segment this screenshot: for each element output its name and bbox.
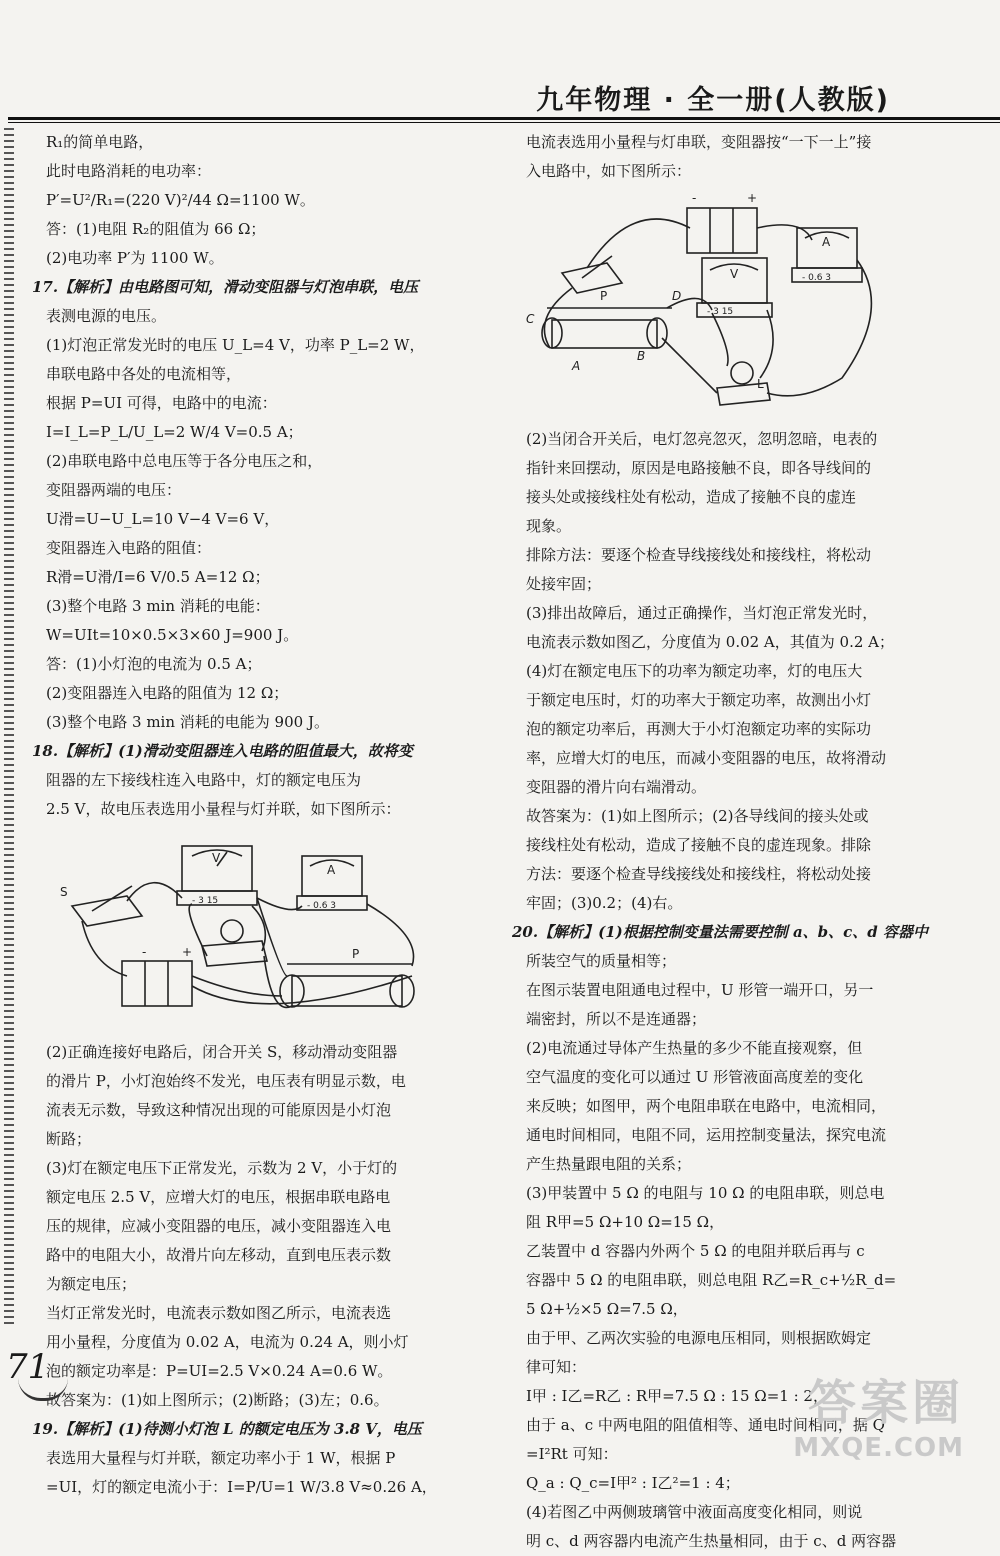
battery [122, 961, 192, 1006]
text-line: 故答案为：(1)如上图所示；(2)断路；(3)左；0.6。 [46, 1391, 389, 1409]
label-d: D [672, 289, 682, 303]
text-line: 表测电源的电压。 [46, 307, 167, 325]
lamp-base [202, 941, 267, 966]
header-rule-thin [8, 122, 1000, 123]
ammeter-scale: - 0.6 3 [307, 901, 337, 911]
question-19-text: 19.【解析】(1)待测小灯泡 L 的额定电压为 3.8 V，电压 [32, 1420, 422, 1438]
formula-line: Q_a : Q_c=I甲² : I乙²=1 : 4； [526, 1474, 740, 1492]
text-line: (2)变阻器连入电路的阻值为 12 Ω； [46, 684, 289, 702]
battery-plus: + [182, 945, 193, 959]
left-column [32, 128, 467, 1502]
text-line: 产生热量跟电阻的关系； [526, 1155, 692, 1173]
text-line: 端密封，所以不是连通器； [526, 1010, 707, 1028]
text-line: 路中的电阻大小，故滑片向左移动，直到电压表示数 [46, 1246, 392, 1264]
watermark-url: MXQE.COM [793, 1433, 964, 1463]
text-line: 变阻器的滑片向右端滑动。 [526, 778, 707, 796]
text-line: 电流表示数如图乙，分度值为 0.02 A，其值为 0.2 A； [526, 633, 894, 651]
text-line: 流表无示数，导致这种情况出现的可能原因是小灯泡 [46, 1101, 392, 1119]
text-line: 断路； [46, 1130, 92, 1148]
ammeter-scale: - 0.6 3 [802, 273, 832, 283]
text-line: 表选用大量程与灯并联，额定功率小于 1 W，根据 P [46, 1449, 396, 1467]
text-line: 在图示装置电阻通电过程中，U 形管一端开口，另一 [526, 981, 874, 999]
battery [687, 208, 757, 253]
text-line: 通电时间相同，电阻不同，运用控制变量法，探究电流 [526, 1126, 887, 1144]
watermark [793, 1364, 964, 1463]
text-line: 当灯正常发光时，电流表示数如图乙所示，电流表选 [46, 1304, 392, 1322]
formula-line: 泡的额定功率是：P=UI=2.5 V×0.24 A=0.6 W。 [46, 1362, 393, 1380]
circuit-diagram-19 [512, 188, 942, 413]
label-s: S [60, 885, 68, 899]
label-l: L [757, 377, 764, 391]
lamp-bulb [731, 362, 753, 384]
question-17-heading [32, 273, 467, 302]
text-line: 入电路中，如下图所示： [526, 162, 692, 180]
text-line: 此时电路消耗的电功率： [46, 162, 212, 180]
text-line: 明 c、d 两容器内电流产生热量相同，由于 c、d 两容器 [526, 1532, 897, 1550]
label-c: C [526, 312, 535, 326]
text-line: 串联电路中各处的电流相等， [46, 365, 242, 383]
text-line: 处接牢固； [526, 575, 602, 593]
text-line: 答：(1)小灯泡的电流为 0.5 A； [46, 655, 262, 673]
label-v: V [730, 267, 739, 281]
text-line: (4)灯在额定电压下的功率为额定功率，灯的电压大 [526, 662, 863, 680]
label-b: B [637, 349, 646, 363]
label-p: P [352, 947, 360, 961]
label-a-meter: A [822, 235, 831, 249]
text-line: 方法：要逐个检查导线接线处和接线柱，将松动处接 [526, 865, 872, 883]
text-line: (3)整个电路 3 min 消耗的电能为 900 J。 [46, 713, 329, 731]
text-line: 变阻器两端的电压： [46, 481, 182, 499]
text-line: 的滑片 P，小灯泡始终不发光，电压表有明显示数，电 [46, 1072, 406, 1090]
battery-plus: + [747, 191, 758, 205]
question-18-text: 18.【解析】(1)滑动变阻器连入电路的阻值最大，故将变 [32, 742, 413, 760]
switch-lever [92, 886, 132, 911]
formula-line: I甲 : I乙=R乙 : R甲=7.5 Ω : 15 Ω=1 : 2， [526, 1387, 828, 1405]
formula-line: 容器中 5 Ω 的电阻串联，则总电阻 R乙=R_c+½R_d= [526, 1271, 897, 1289]
question-20-heading [512, 918, 947, 947]
text-line: 接头处或接线柱处有松动，造成了接触不良的虚连 [526, 488, 857, 506]
text-line: 空气温度的变化可以通过 U 形管液面高度差的变化 [526, 1068, 864, 1086]
text-line: (3)灯在额定电压下正常发光，示数为 2 V，小于灯的 [46, 1159, 398, 1177]
label-p: P [600, 289, 608, 303]
margin-decoration [4, 128, 14, 1328]
formula-line: =UI，灯的额定电流小于：I=P/U=1 W/3.8 V≈0.26 A， [46, 1478, 437, 1496]
text-line: 阻器的左下接线柱连入电路中，灯的额定电压为 [46, 771, 362, 789]
formula-line: I=I_L=P_L/U_L=2 W/4 V=0.5 A； [46, 423, 303, 441]
text-line: 来反映；如图甲，两个电阻串联在电路中，电流相同， [526, 1097, 887, 1115]
text-line: (3)整个电路 3 min 消耗的电能： [46, 597, 270, 615]
watermark-logo: 答案圈 [807, 1375, 964, 1431]
battery-minus: - [142, 945, 147, 959]
text-line: 接线柱处有松动，造成了接触不良的虚连现象。排除 [526, 836, 872, 854]
text-line: 额定电压 2.5 V，应增大灯的电压，根据串联电路电 [46, 1188, 391, 1206]
text-line: 压的规律，应减小变阻器的电压，减小变阻器连入电 [46, 1217, 392, 1235]
formula-line: =I²Rt 可知： [526, 1445, 618, 1463]
text-line: R₁的简单电路， [46, 133, 154, 151]
text-line: 为额定电压； [46, 1275, 137, 1293]
text-line: (2)电流通过导体产生热量的多少不能直接观察，但 [526, 1039, 863, 1057]
voltmeter-scale: - 3 15 [192, 896, 219, 906]
text-line: 电流表选用小量程与灯串联，变阻器按“一下一上”接 [526, 133, 872, 151]
text-line: 由于 a、c 中两电阻的阻值相等、通电时间相同，据 Q [526, 1416, 885, 1434]
formula-line: 阻 R甲=5 Ω+10 Ω=15 Ω， [526, 1213, 725, 1231]
formula-line: 5 Ω+½×5 Ω=7.5 Ω， [526, 1300, 688, 1318]
question-17-text: 17.【解析】由电路图可知，滑动变阻器与灯泡串联，电压 [32, 278, 419, 296]
label-a: A [572, 359, 581, 373]
text-line: (4)若图乙中两侧玻璃管中液面高度变化相同，则说 [526, 1503, 863, 1521]
header-rule [8, 117, 1000, 120]
text-line: (2)电功率 P′为 1100 W。 [46, 249, 224, 267]
text-line: 用小量程，分度值为 0.02 A，电流为 0.24 A，则小灯 [46, 1333, 409, 1351]
text-line: 现象。 [526, 517, 572, 535]
lamp-bulb [221, 920, 243, 942]
circuit-figure-18 [32, 826, 467, 1036]
label-a: A [327, 863, 336, 877]
right-column [512, 128, 947, 1556]
text-line: 指针来回摆动，原因是电路接触不良，即各导线间的 [526, 459, 872, 477]
formula-line: W=UIt=10×0.5×3×60 J=900 J。 [46, 626, 299, 644]
text-line: 律可知： [526, 1358, 587, 1376]
text-line: 所装空气的质量相等； [526, 952, 677, 970]
rheostat-coil [552, 320, 657, 348]
text-line: 根据 P=UI 可得，电路中的电流： [46, 394, 277, 412]
formula-line: R滑=U滑/I=6 V/0.5 A=12 Ω； [46, 568, 270, 586]
running-header: 九年物理 · 全一册(人教版) [536, 85, 890, 116]
text-line: 乙装置中 d 容器内外两个 5 Ω 的电阻并联后再与 c [526, 1242, 865, 1260]
text-line: 变阻器连入电路的阻值： [46, 539, 212, 557]
text-line: 于额定电压时，灯的功率大于额定功率，故测出小灯 [526, 691, 872, 709]
page-number: 71 [6, 1347, 50, 1387]
battery-minus: - [692, 191, 697, 205]
question-20-text: 20.【解析】(1)根据控制变量法需要控制 a、b、c、d 容器中 [512, 923, 929, 941]
text-line: 泡的额定功率后，再测大于小灯泡额定功率的实际功 [526, 720, 872, 738]
text-line: 牢固；(3)0.2；(4)右。 [526, 894, 683, 912]
label-v: V [212, 851, 221, 865]
text-line: 率，应增大灯的电压，而减小变阻器的电压，故将滑动 [526, 749, 887, 767]
question-18-heading [32, 737, 467, 766]
text-line: (2)串联电路中总电压等于各分电压之和， [46, 452, 323, 470]
text-line: 故答案为：(1)如上图所示；(2)各导线间的接头处或 [526, 807, 869, 825]
text-line: (1)灯泡正常发光时的电压 U_L=4 V，功率 P_L=2 W， [46, 336, 425, 354]
text-line: 2.5 V，故电压表选用小量程与灯并联，如下图所示： [46, 800, 401, 818]
circuit-figure-19 [512, 188, 947, 423]
text-line: (3)甲装置中 5 Ω 的电阻与 10 Ω 的电阻串联，则总电 [526, 1184, 885, 1202]
formula-line: P′=U²/R₁=(220 V)²/44 Ω=1100 W。 [46, 191, 315, 209]
text-line: 由于甲、乙两次实验的电源电压相同，则根据欧姆定 [526, 1329, 872, 1347]
text-line: 答：(1)电阻 R₂的阻值为 66 Ω； [46, 220, 266, 238]
text-line: (2)正确连接好电路后，闭合开关 S，移动滑动变阻器 [46, 1043, 398, 1061]
text-line: (2)当闭合开关后，电灯忽亮忽灭，忽明忽暗，电表的 [526, 430, 878, 448]
formula-line: U滑=U−U_L=10 V−4 V=6 V， [46, 510, 280, 528]
circuit-diagram-18 [32, 826, 462, 1026]
voltmeter-scale: - 3 15 [707, 307, 734, 317]
question-19-heading [32, 1415, 467, 1444]
text-line: 排除方法：要逐个检查导线接线处和接线柱，将松动 [526, 546, 872, 564]
text-line: (3)排出故障后，通过正确操作，当灯泡正常发光时， [526, 604, 878, 622]
